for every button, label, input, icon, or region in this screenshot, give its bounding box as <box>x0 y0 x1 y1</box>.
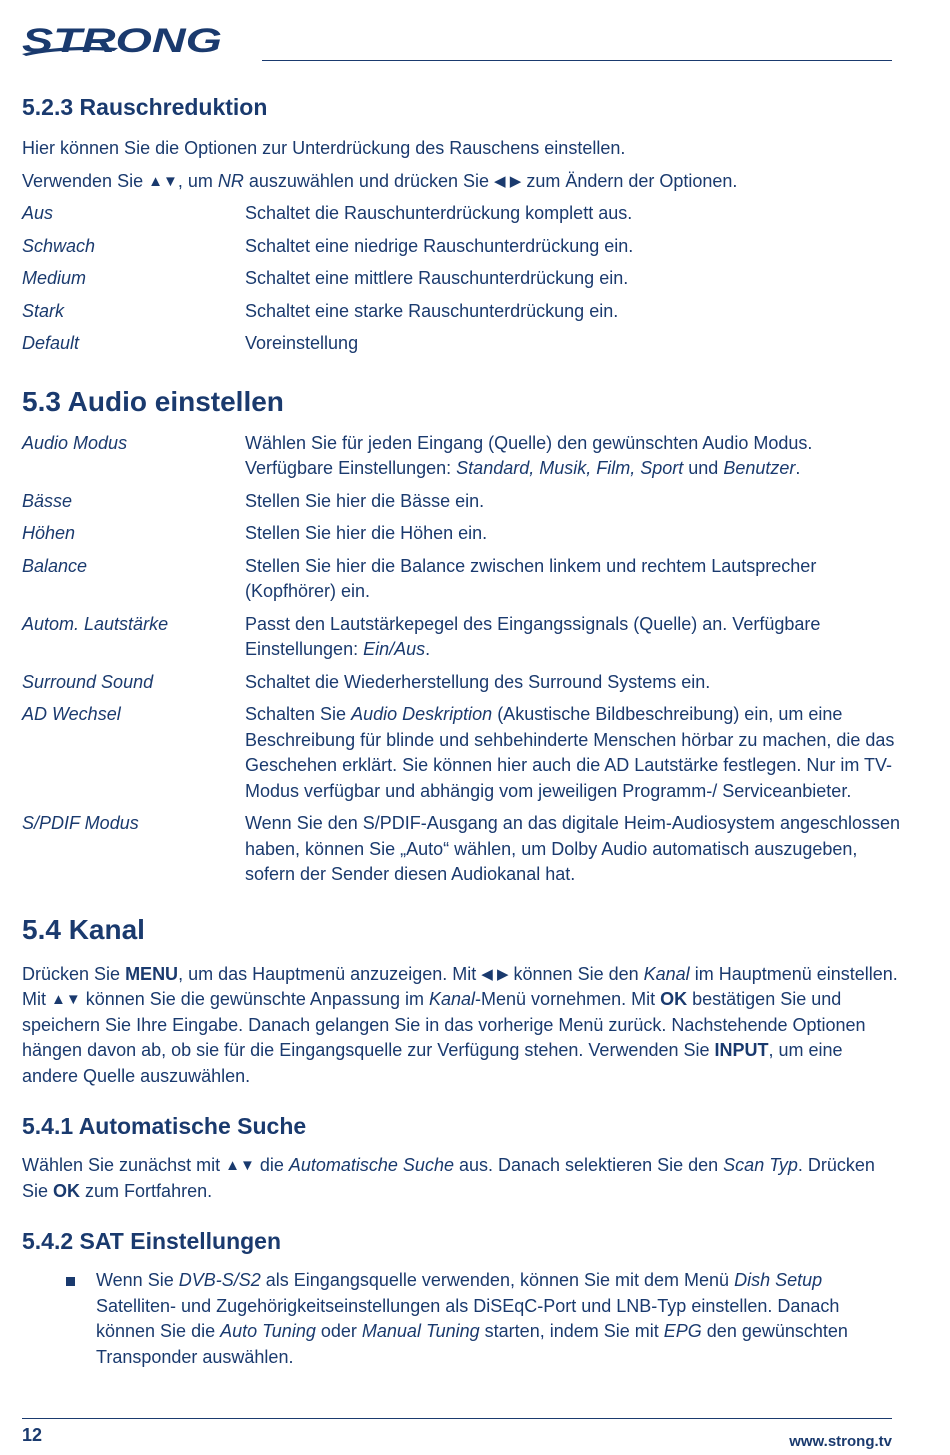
paragraph: Verwenden Sie ▲▼, um NR auszuwählen und drücken Sie ◀ ▶ zum Ändern der Optionen. <box>22 169 902 195</box>
definition-row: Autom. Lautstärke Passt den Lautstärkepegel des Eingangssignals (Quelle) an. Verfügbare Einstellungen: Ein/Aus. <box>22 613 821 659</box>
left-right-arrows-icon: ◀ ▶ <box>494 172 522 190</box>
heading-5-4-2: 5.4.2 SAT Einstellungen <box>22 1228 282 1254</box>
definition-row: Balance Stellen Sie hier die Balance zwischen linkem und rechtem Lautsprecher (Kopfhörer) ein. <box>22 555 817 601</box>
left-right-arrows-icon: ◀ ▶ <box>481 965 509 983</box>
up-down-arrows-icon: ▲▼ <box>148 172 178 190</box>
website-link[interactable]: www.strong.tv <box>789 1433 892 1450</box>
footer-rule <box>22 1418 892 1419</box>
heading-5-4: 5.4 Kanal <box>22 913 145 945</box>
paragraph: Drücken Sie MENU, um das Hauptmenü anzuzeigen. Mit ◀ ▶ können Sie den Kanal im Hauptmenü einstellen. Mit ▲▼ können Sie die gewünschte Anpassung im Kanal-Menü vornehmen. Mit OK bestätigen Sie und speichern Sie Ihre Eingabe. Danach gelangen Sie in das vorherige Menü zurück. Nachstehende Optionen hängen davon ab, ob sie für die Eingangsquelle zur Verfügung stehen. Verwenden Sie INPUT, um eine andere Quelle auszuwählen. <box>22 963 898 1086</box>
heading-5-4-1: 5.4.1 Automatische Suche <box>22 1113 307 1139</box>
heading-5-2-3: 5.2.3 Rauschreduktion <box>22 94 268 120</box>
definition-row: Höhen Stellen Sie hier die Höhen ein. <box>22 523 488 543</box>
definition-row: Bässe Stellen Sie hier die Bässe ein. <box>22 490 485 511</box>
definition-row: Schwach Schaltet eine niedrige Rauschunterdrückung ein. <box>22 235 634 256</box>
list-item: Wenn Sie DVB-S/S2 als Eingangsquelle verwenden, können Sie mit dem Menü Dish Setup Satelliten- und Zugehörigkeitseinstellungen als DiSEqC-Port und LNB-Typ einstellen. Danach können Sie die Auto Tuning oder Manual Tuning starten, indem Sie mit EPG den gewünschten Transponder auswählen. <box>22 1268 902 1370</box>
paragraph: Wählen Sie zunächst mit ▲▼ die Automatische Suche aus. Danach selektieren Sie den Scan Typ. Drücken Sie OK zum Fortfahren. <box>22 1155 875 1201</box>
up-down-arrows-icon: ▲▼ <box>51 991 81 1008</box>
page-number: 12 <box>22 1425 43 1445</box>
definition-row: Default Voreinstellung <box>22 333 359 353</box>
header-rule <box>262 60 892 61</box>
strong-logo <box>22 22 228 58</box>
svg-text:STRONG: STRONG <box>22 22 222 58</box>
definition-row: Medium Schaltet eine mittlere Rauschunterdrückung ein. <box>22 268 629 288</box>
definition-row: AD Wechsel Schalten Sie Audio Deskription (Akustische Bildbeschreibung) ein, um eine Beschreibung für blinde und sehbehinderte Menschen hörbar zu machen, die das Geschehen erklärt. Sie können hier auch die AD Lautstärke festlegen. Nur im TV-Modus verfügbar und abhängig vom jeweiligen Programm-/ Serviceanbieter. <box>22 704 895 801</box>
paragraph: Hier können Sie die Optionen zur Unterdrückung des Rauschens einstellen. <box>22 138 626 158</box>
definition-row: Aus Schaltet die Rauschunterdrückung komplett aus. <box>22 203 633 223</box>
bullet-square-icon <box>66 1277 75 1286</box>
definition-row: Stark Schaltet eine starke Rauschunterdrückung ein. <box>22 300 619 321</box>
definition-row: S/PDIF Modus Wenn Sie den S/PDIF-Ausgang an das digitale Heim-Audiosystem angeschlossen haben, können Sie „Auto“ wählen, um Dolby Audio automatisch auszugeben, sofern der Sender diesen Audiokanal hat. <box>22 813 901 884</box>
up-down-arrows-icon: ▲▼ <box>225 1157 255 1174</box>
page-content <box>22 92 902 1370</box>
definition-row: Surround Sound Schaltet die Wiederherstellung des Surround Systems ein. <box>22 671 711 692</box>
heading-5-3: 5.3 Audio einstellen <box>22 385 284 417</box>
definition-row: Audio Modus Wählen Sie für jeden Eingang (Quelle) den gewünschten Audio Modus. Verfügbare Einstellungen: Standard, Musik, Film, Sport und Benutzer. <box>22 432 813 478</box>
